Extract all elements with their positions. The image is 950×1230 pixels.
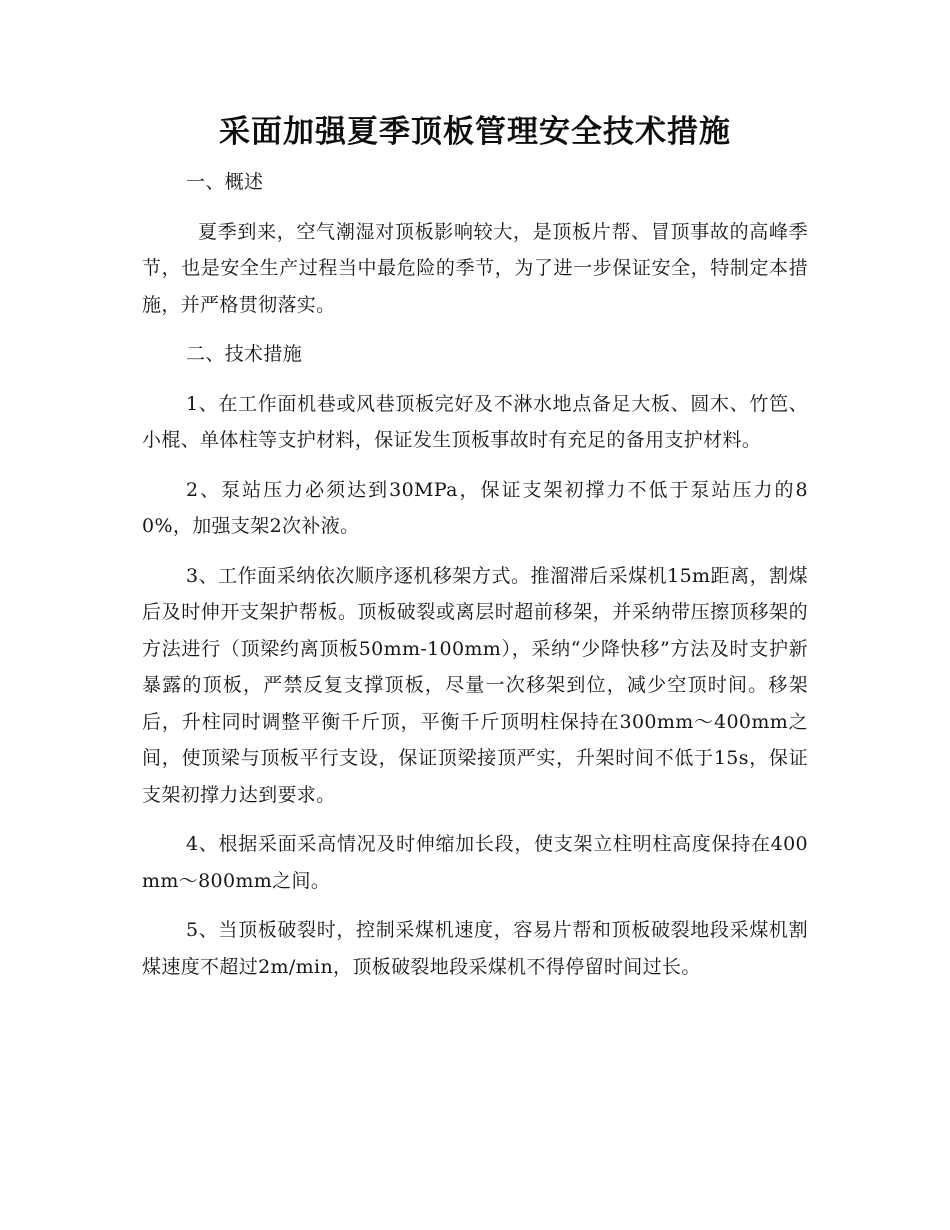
measure-paragraph-5: 5、当顶板破裂时，控制采煤机速度，容易片帮和顶板破裂地段采煤机割煤速度不超过2m/min，顶板破裂地段采煤机不得停留时间过长。 <box>142 919 808 978</box>
document-body <box>142 164 808 998</box>
measure-paragraph-3: 3、工作面采纳依次顺序逐机移架方式。推溜滞后采煤机15m距离，割煤后及时伸开支架护帮板。顶板破裂或离层时超前移架，并采纳带压擦顶移架的方法进行（顶梁约离顶板50mm-100mm），采纳“少降快移”方法及时支护新暴露的顶板，严禁反复支撑顶板，尽量一次移架到位，减少空顶时间。移架后，升柱同时调整平衡千斤顶，平衡千斤顶明柱保持在300mm～400mm之间，使顶梁与顶板平行支设，保证顶梁接顶严实，升架时间不低于15s，保证支架初撑力达到要求。 <box>142 564 808 806</box>
measure-paragraph-1: 1、在工作面机巷或风巷顶板完好及不淋水地点备足大板、圆木、竹笆、小棍、单体柱等支护材料，保证发生顶板事故时有充足的备用支护材料。 <box>142 392 808 451</box>
measure-paragraph-4: 4、根据采面采高情况及时伸缩加长段，使支架立柱明柱高度保持在400mm～800mm之间。 <box>142 833 808 892</box>
section-heading-technical-measures: 二、技术措施 <box>186 343 303 365</box>
page-title: 采面加强夏季顶板管理安全技术措施 <box>219 114 731 150</box>
overview-paragraph: 夏季到来，空气潮湿对顶板影响较大，是顶板片帮、冒顶事故的高峰季节，也是安全生产过程当中最危险的季节，为了进一步保证安全，特制定本措施，并严格贯彻落实。 <box>142 220 808 316</box>
measure-paragraph-2: 2、泵站压力必须达到30MPa，保证支架初撑力不低于泵站压力的80%，加强支架2次补液。 <box>142 478 808 537</box>
section-heading-overview: 一、概述 <box>186 171 264 193</box>
